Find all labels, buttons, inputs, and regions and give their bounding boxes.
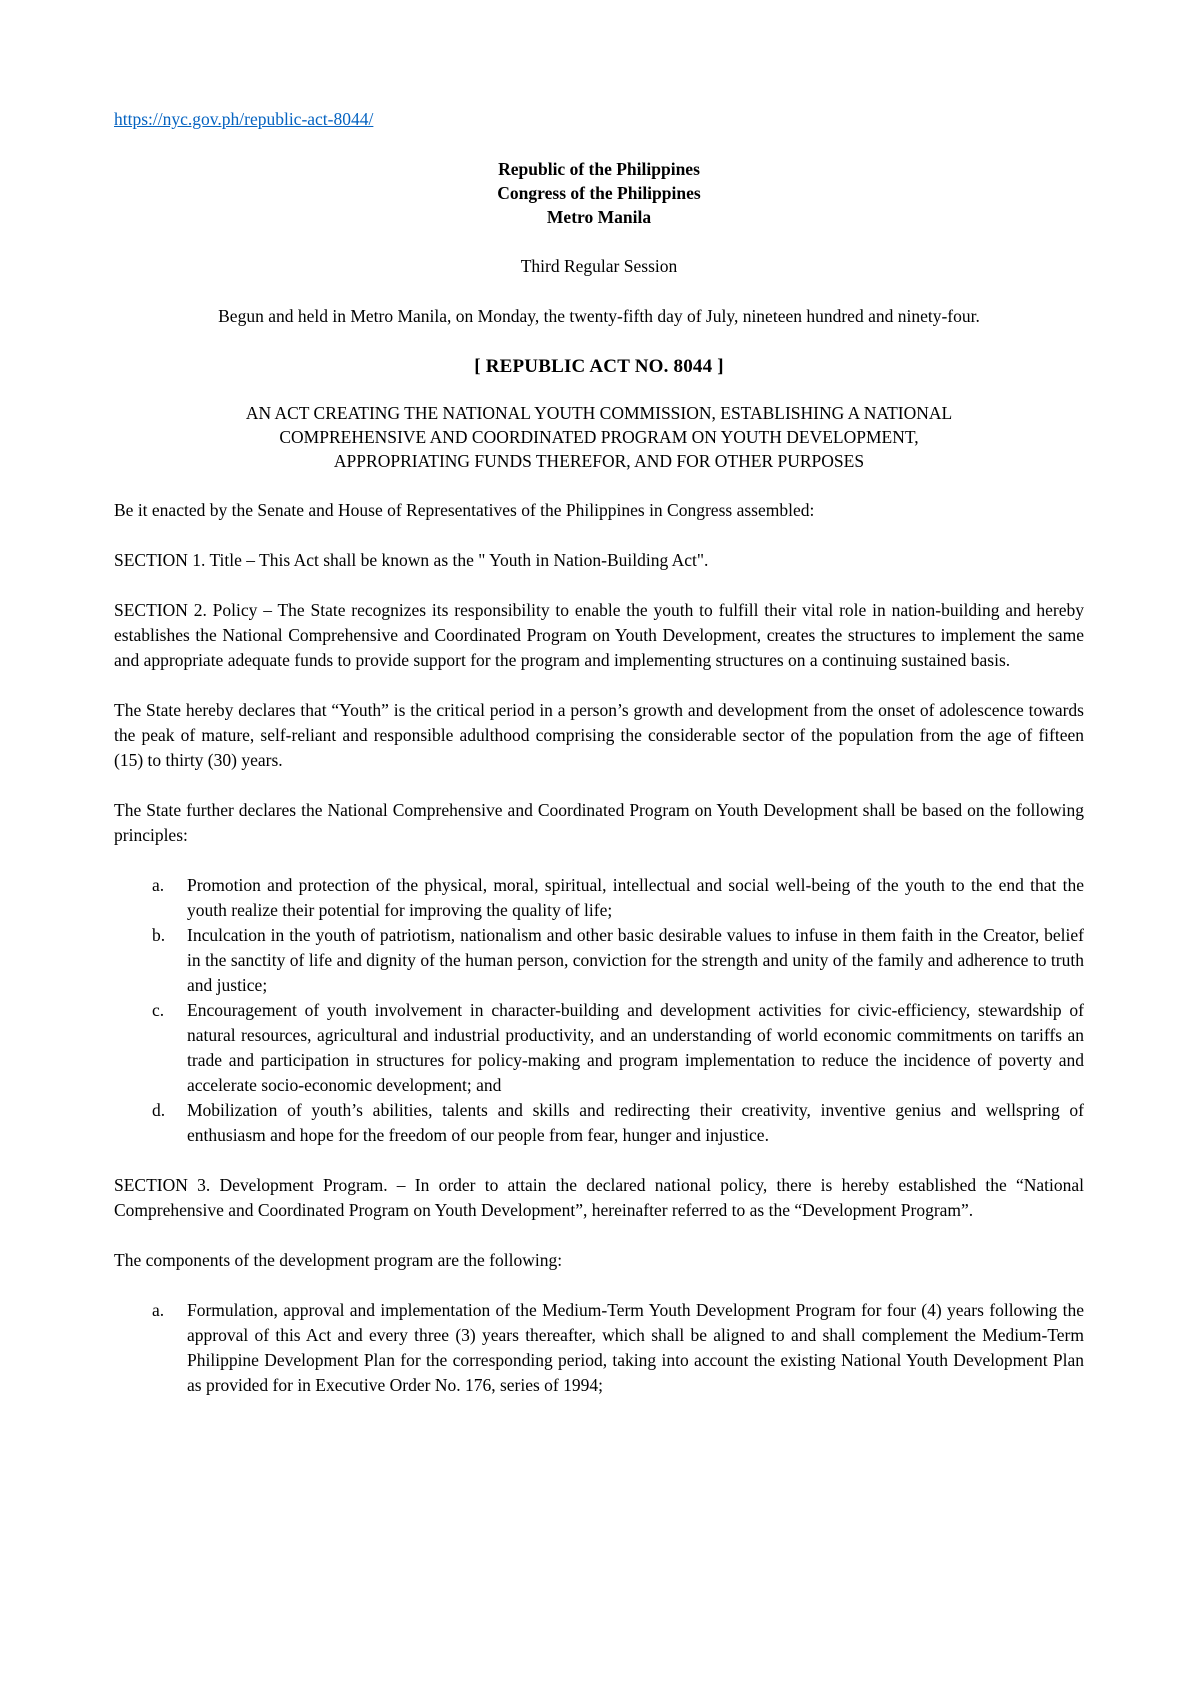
section-2-policy: SECTION 2. Policy – The State recognizes its responsibility to enable the youth to fulfill their vital role in nation-building and hereby establishes the National Comprehensive and Coordinated Program on Youth Development, creates the structures to implement the same and appropriate adequate funds to provide support for the program and implementing structures on a continuing sustained basis.	[114, 600, 1084, 670]
act-number: [ REPUBLIC ACT NO. 8044 ]	[474, 356, 724, 377]
section-3-components-intro: The components of the development program are the following:	[114, 1250, 563, 1270]
document-page	[114, 107, 1084, 1423]
list-item	[114, 998, 1084, 1098]
list-item-text: Promotion and protection of the physical, moral, spiritual, intellectual and social well-being of the youth to the end that the youth realize their potential for improving the quality of life;	[187, 875, 1084, 920]
header-location: Metro Manila	[546, 207, 652, 227]
list-marker: a.	[152, 875, 165, 895]
principles-list	[114, 873, 1084, 1148]
list-item	[114, 923, 1084, 998]
list-item	[114, 1298, 1084, 1398]
list-marker: c.	[152, 1000, 165, 1020]
source-link[interactable]: https://nyc.gov.ph/republic-act-8044/	[114, 109, 374, 129]
act-title-line: APPROPRIATING FUNDS THEREFOR, AND FOR OTHER PURPOSES	[333, 451, 865, 471]
list-item	[114, 873, 1084, 923]
header-congress: Congress of the Philippines	[497, 183, 701, 203]
section-3-development-program: SECTION 3. Development Program. – In order to attain the declared national policy, there is hereby established the “National Comprehensive and Coordinated Program on Youth Development”, hereinafter referred to as the “Development Program”.	[114, 1175, 1084, 1220]
begun-line: Begun and held in Metro Manila, on Monday, the twenty-fifth day of July, nineteen hundred and ninety-four.	[218, 306, 980, 326]
list-item-text: Inculcation in the youth of patriotism, nationalism and other basic desirable values to infuse in them faith in the Creator, belief in the sanctity of life and dignity of the human person, conviction for the strength and unity of the family and adherence to truth and justice;	[187, 925, 1084, 995]
header-country: Republic of the Philippines	[498, 159, 700, 179]
list-item-text: Mobilization of youth’s abilities, talents and skills and redirecting their creativity, inventive genius and wellspring of enthusiasm and hope for the freedom of our people from fear, hunger and injustice.	[187, 1100, 1084, 1145]
act-title-line: COMPREHENSIVE AND COORDINATED PROGRAM ON YOUTH DEVELOPMENT,	[279, 427, 919, 447]
act-title	[114, 401, 1084, 473]
list-marker: b.	[152, 925, 166, 945]
enacting-clause: Be it enacted by the Senate and House of Representatives of the Philippines in Congress assembled:	[114, 500, 815, 520]
list-marker: d.	[152, 1100, 166, 1120]
act-title-line: AN ACT CREATING THE NATIONAL YOUTH COMMISSION, ESTABLISHING A NATIONAL	[245, 403, 953, 423]
list-marker: a.	[152, 1300, 165, 1320]
section-2-principles-intro: The State further declares the National Comprehensive and Coordinated Program on Youth Development shall be based on the following principles:	[114, 800, 1084, 845]
list-item-text: Formulation, approval and implementation of the Medium-Term Youth Development Program for four (4) years following the approval of this Act and every three (3) years thereafter, which shall be aligned to and shall complement the Medium-Term Philippine Development Plan for the corresponding period, taking into account the existing National Youth Development Plan as provided for in Executive Order No. 176, series of 1994;	[187, 1300, 1084, 1395]
components-list	[114, 1298, 1084, 1398]
document-header	[114, 157, 1084, 229]
section-2-youth-definition: The State hereby declares that “Youth” is the critical period in a person’s growth and development from the onset of adolescence towards the peak of mature, self-reliant and responsible adulthood comprising the considerable sector of the population from the age of fifteen (15) to thirty (30) years.	[114, 700, 1084, 770]
list-item	[114, 1098, 1084, 1148]
list-item-text: Encouragement of youth involvement in character-building and development activities for civic-efficiency, stewardship of natural resources, agricultural and industrial productivity, and an understanding of world economic commitments on tariffs an trade and participation in structures for policy-making and program implementation to reduce the incidence of poverty and accelerate socio-economic development; and	[187, 1000, 1084, 1095]
session-line: Third Regular Session	[520, 256, 678, 276]
section-1: SECTION 1. Title – This Act shall be known as the " Youth in Nation-Building Act".	[114, 550, 709, 570]
